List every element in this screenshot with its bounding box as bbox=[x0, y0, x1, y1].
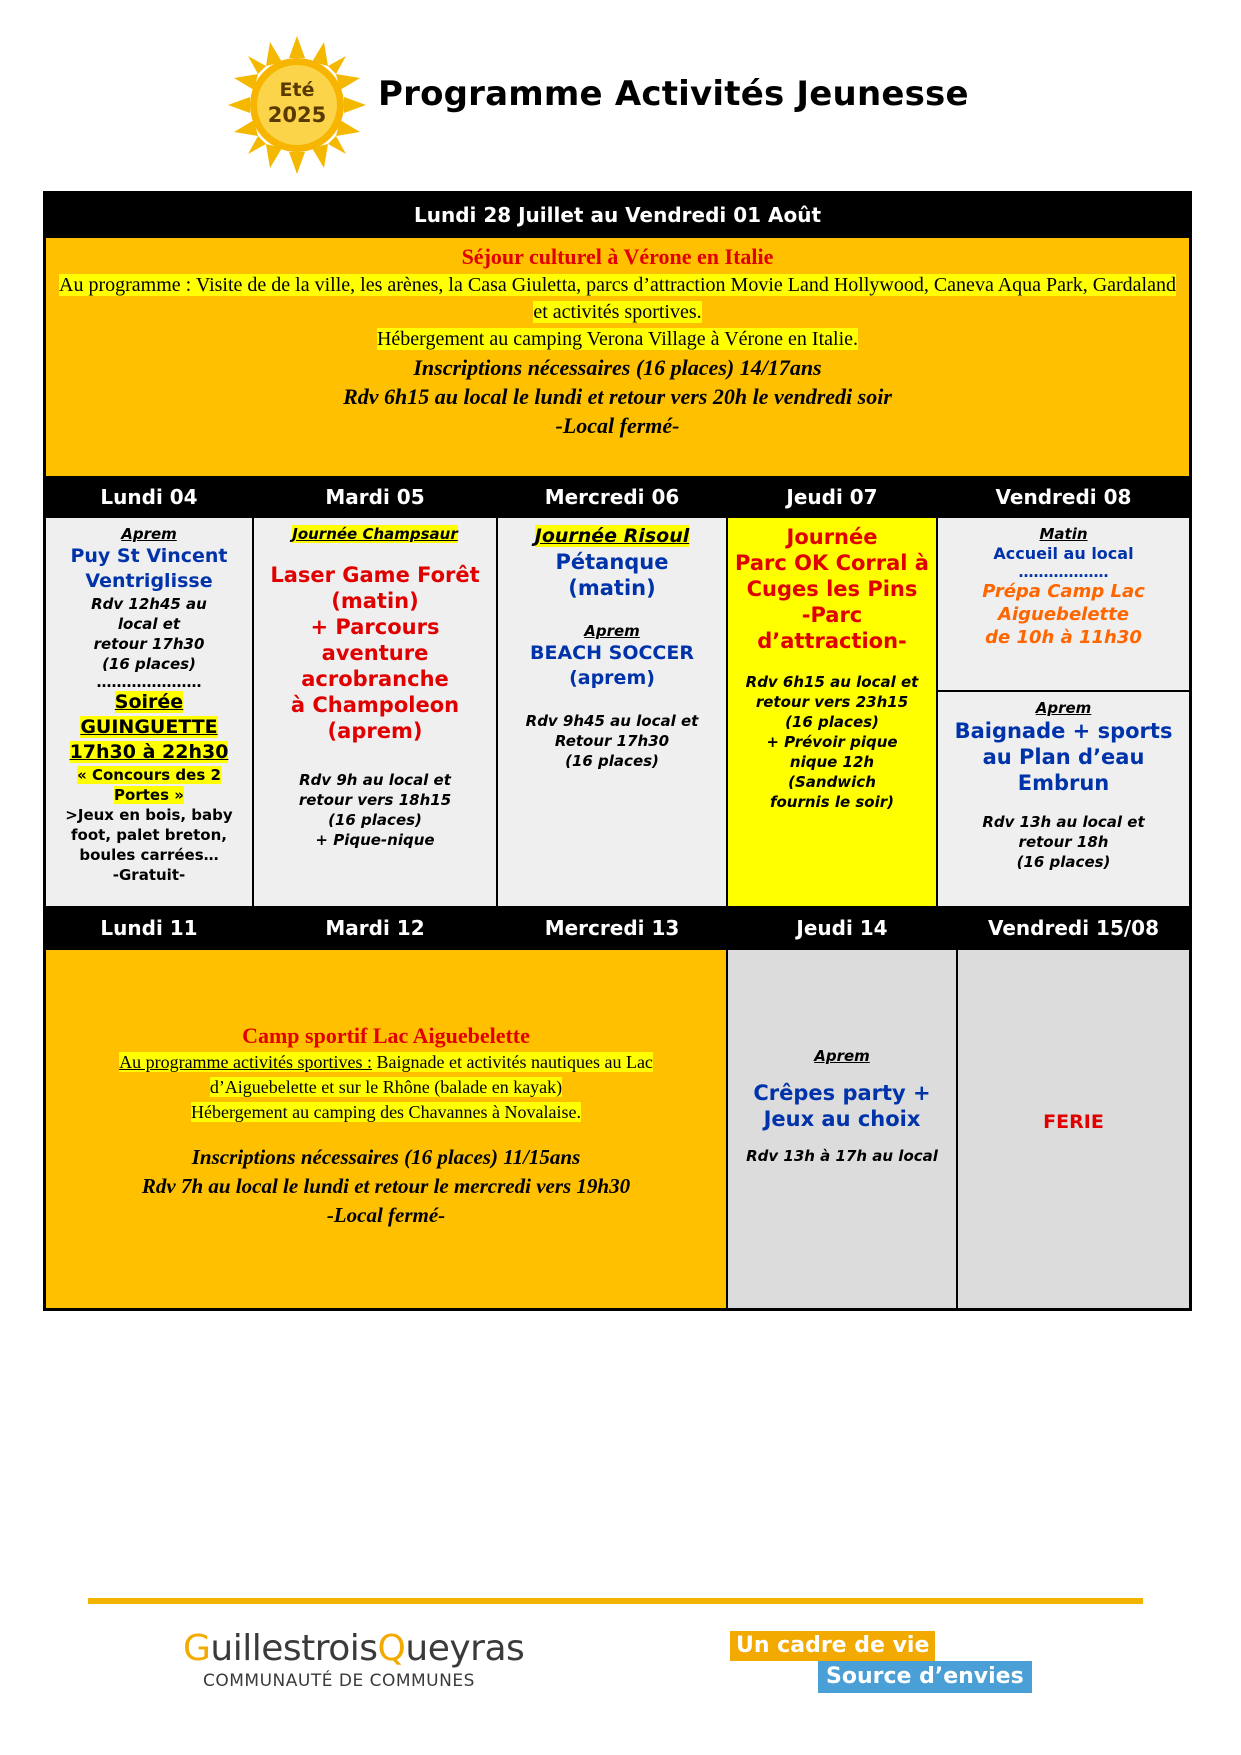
fri08-r3: (16 places) bbox=[1016, 853, 1111, 871]
wed06-a3: BEACH SOCCER bbox=[530, 642, 694, 664]
fri08-m1: Accueil au local bbox=[993, 544, 1134, 563]
badge-line1: Eté bbox=[279, 79, 315, 101]
wed06-label2: Aprem bbox=[584, 622, 640, 640]
tue05-a6: à Champoleon bbox=[290, 693, 460, 717]
fri08-r2: retour 18h bbox=[1018, 833, 1109, 851]
week1-header: Lundi 28 Juillet au Vendredi 01 Août bbox=[45, 193, 1190, 237]
week1-registration: Inscriptions nécessaires (16 places) 14/17ans bbox=[413, 355, 822, 380]
tue05-r4: + Pique-nique bbox=[315, 831, 435, 849]
mon04-activity1: Puy St Vincent bbox=[70, 545, 228, 567]
thu14-label: Aprem bbox=[814, 1047, 870, 1065]
wed06-a4: (aprem) bbox=[569, 667, 655, 689]
mon04-label: Aprem bbox=[121, 525, 177, 543]
tue05-a4: aventure bbox=[321, 641, 429, 665]
day-header-thu07: Jeudi 07 bbox=[727, 477, 937, 517]
thu07-cell bbox=[727, 517, 937, 907]
fri08-m3: Aiguebelette bbox=[998, 604, 1129, 625]
wed06-r1: Rdv 9h45 au local et bbox=[525, 712, 699, 730]
fri08-a3: Embrun bbox=[1017, 771, 1110, 795]
thu07-r6: (Sandwich bbox=[788, 773, 876, 791]
mon04-guinguette: GUINGUETTE bbox=[80, 716, 218, 738]
fri08-m4: de 10h à 11h30 bbox=[985, 627, 1142, 648]
fri08-dots: ……………… bbox=[1018, 563, 1109, 581]
thu07-r3: (16 places) bbox=[785, 713, 879, 731]
fri08-label2: Aprem bbox=[1035, 699, 1092, 717]
wed06-r3: (16 places) bbox=[565, 752, 659, 770]
guillestrois-queyras-logo: GuillestroisQueyras COMMUNAUTÉ DE COMMUNES bbox=[183, 1628, 525, 1691]
wed06-cell bbox=[497, 517, 727, 907]
schedule-table bbox=[43, 191, 1192, 1311]
day-header-thu14: Jeudi 14 bbox=[727, 907, 957, 949]
fri08-morning-cell bbox=[937, 517, 1190, 691]
tue05-r2: retour vers 18h15 bbox=[298, 791, 452, 809]
mon04-concours1: « Concours des 2 bbox=[77, 766, 221, 784]
wed06-a1: Pétanque bbox=[555, 550, 669, 574]
mon04-jeux2: foot, palet breton, bbox=[71, 826, 227, 844]
tagline-envies: Source d’envies bbox=[818, 1661, 1032, 1693]
thu07-a1: Journée bbox=[786, 525, 878, 549]
thu07-r1: Rdv 6h15 au local et bbox=[745, 673, 919, 691]
day-header-tue05: Mardi 05 bbox=[253, 477, 497, 517]
tue05-a5: acrobranche bbox=[301, 667, 449, 691]
thu07-a4: -Parc bbox=[801, 603, 863, 627]
camp-cell bbox=[45, 949, 727, 1309]
week1-meeting: Rdv 6h15 au local le lundi et retour vers 20h le vendredi soir bbox=[343, 384, 892, 409]
badge-line2: 2025 bbox=[267, 103, 327, 127]
week1-content bbox=[45, 237, 1190, 477]
tue05-a2: (matin) bbox=[331, 589, 419, 613]
thu07-r5: nique 12h bbox=[789, 753, 875, 771]
camp-programme2: d’Aiguebelette et sur le Rhône (balade en kayak) bbox=[209, 1077, 563, 1097]
day-header-fri08: Vendredi 08 bbox=[937, 477, 1190, 517]
thu07-r2: retour vers 23h15 bbox=[755, 693, 909, 711]
thu14-cell bbox=[727, 949, 957, 1309]
mon04-rdv4: (16 places) bbox=[102, 655, 196, 673]
camp-closed: -Local fermé- bbox=[326, 1203, 446, 1227]
thu07-a2: Parc OK Corral à bbox=[735, 551, 929, 575]
mon04-rdv3: retour 17h30 bbox=[93, 635, 205, 653]
camp-title: Camp sportif Lac Aiguebelette bbox=[242, 1023, 530, 1048]
mon04-rdv1: Rdv 12h45 au bbox=[91, 595, 207, 613]
sun-badge-icon bbox=[226, 34, 368, 176]
tue05-a1: Laser Game Forêt bbox=[270, 563, 480, 587]
footer-divider bbox=[88, 1598, 1143, 1604]
fri08-a2: au Plan d’eau bbox=[982, 745, 1145, 769]
week1-closed: -Local fermé- bbox=[555, 413, 680, 438]
day-header-mon04: Lundi 04 bbox=[45, 477, 253, 517]
week1-accommodation: Hébergement au camping Verona Village à Vérone en Italie. bbox=[376, 328, 859, 350]
tue05-cell bbox=[253, 517, 497, 907]
mon04-cell bbox=[45, 517, 253, 907]
day-header-tue12: Mardi 12 bbox=[253, 907, 497, 949]
mon04-dots: ………………… bbox=[96, 673, 202, 691]
mon04-soiree: Soirée bbox=[114, 691, 184, 713]
wed06-label: Journée Risoul bbox=[534, 525, 690, 547]
fri08-a1: Baignade + sports bbox=[954, 719, 1173, 743]
day-header-mon11: Lundi 11 bbox=[45, 907, 253, 949]
mon04-activity2: Ventriglisse bbox=[85, 570, 213, 592]
fri08-label: Matin bbox=[1039, 525, 1088, 543]
camp-programme: Au programme activités sportives : Baignade et activités nautiques au Lac bbox=[119, 1052, 653, 1072]
mon04-gratuit: -Gratuit- bbox=[112, 866, 186, 884]
thu14-r1: Rdv 13h à 17h au local bbox=[746, 1147, 938, 1165]
tue05-r1: Rdv 9h au local et bbox=[299, 771, 451, 789]
mon04-concours2: Portes » bbox=[114, 786, 184, 804]
fri15-cell bbox=[957, 949, 1190, 1309]
mon04-jeux1: >Jeux en bois, baby bbox=[65, 806, 233, 824]
thu07-r4: + Prévoir pique bbox=[766, 733, 898, 751]
camp-registration: Inscriptions nécessaires (16 places) 11/15ans bbox=[191, 1145, 581, 1169]
thu07-a3: Cuges les Pins bbox=[746, 577, 918, 601]
tue05-label: Journée Champsaur bbox=[292, 525, 458, 543]
day-header-fri15: Vendredi 15/08 bbox=[957, 907, 1190, 949]
camp-accommodation: Hébergement au camping des Chavannes à Novalaise. bbox=[190, 1102, 582, 1122]
wed06-a2: (matin) bbox=[568, 576, 656, 600]
thu07-a5: d’attraction- bbox=[757, 629, 907, 653]
thu14-a1: Crêpes party + bbox=[753, 1081, 931, 1105]
camp-meeting: Rdv 7h au local le lundi et retour le mercredi vers 19h30 bbox=[141, 1174, 631, 1198]
fri08-afternoon-cell bbox=[937, 691, 1190, 907]
fri08-r1: Rdv 13h au local et bbox=[982, 813, 1145, 831]
fri08-m2: Prépa Camp Lac bbox=[982, 581, 1145, 602]
tagline-cadre: Un cadre de vie bbox=[730, 1631, 935, 1661]
page-title: Programme Activités Jeunesse bbox=[378, 74, 969, 114]
thu14-a2: Jeux au choix bbox=[763, 1107, 921, 1131]
fri15-ferie: FERIE bbox=[1043, 1111, 1104, 1133]
mon04-hours: 17h30 à 22h30 bbox=[69, 741, 229, 763]
tue05-r3: (16 places) bbox=[328, 811, 422, 829]
thu07-r7: fournis le soir) bbox=[769, 793, 895, 811]
tue05-a3: + Parcours bbox=[310, 615, 440, 639]
mon04-jeux3: boules carrées… bbox=[79, 846, 219, 864]
week1-programme: Au programme : Visite de de la ville, les arènes, la Casa Giuletta, parcs d’attraction Movie Land Hollywood, Caneva Aqua Park, Gardaland et activités sportives. bbox=[59, 274, 1176, 323]
day-header-wed06: Mercredi 06 bbox=[497, 477, 727, 517]
logo-subtitle: COMMUNAUTÉ DE COMMUNES bbox=[203, 1671, 475, 1691]
week1-title: Séjour culturel à Vérone en Italie bbox=[461, 244, 774, 269]
wed06-r2: Retour 17h30 bbox=[554, 732, 670, 750]
tue05-a7: (aprem) bbox=[327, 719, 423, 743]
mon04-rdv2: local et bbox=[117, 615, 181, 633]
day-header-wed13: Mercredi 13 bbox=[497, 907, 727, 949]
